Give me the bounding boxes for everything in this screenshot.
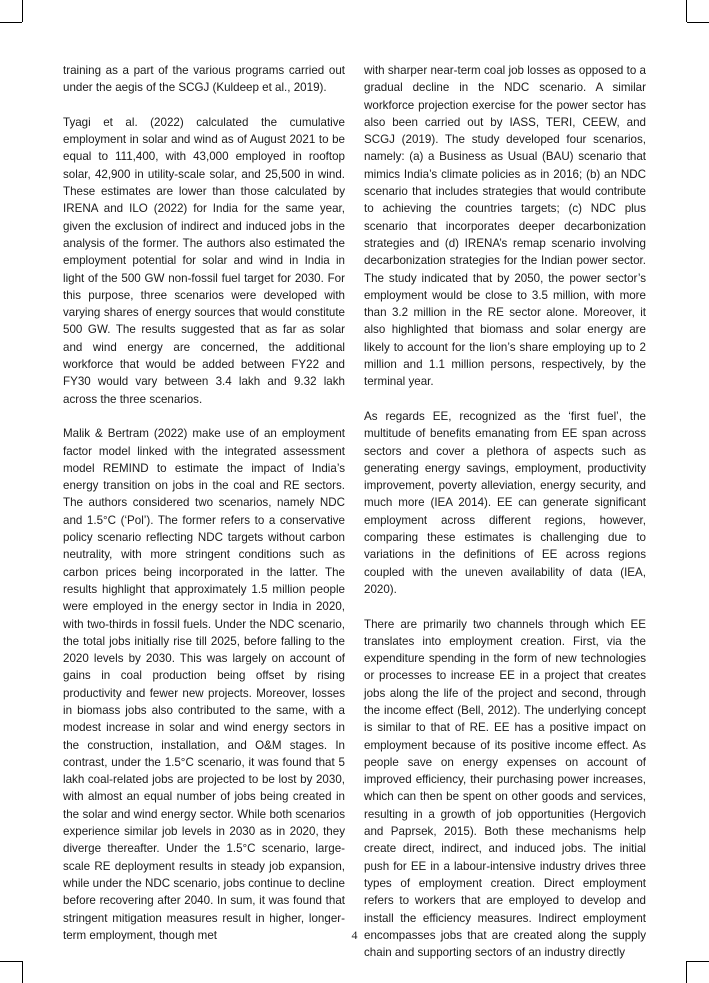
paragraph: Malik & Bertram (2022) make use of an employment factor model linked with the integrated assessment model REMIND to estimate the impact of India’s energy transition on jobs in the coal and RE sectors. The authors considered two scenarios, namely NDC and 1.5°C (‘Pol’). The former refers to a conservative policy scenario reflecting NDC targets without carbon neutrality, with more stringent conditions such as carbon prices being incorporated in the latter. The results highlight that approximately 1.5 million people were employed in the energy sector in India in 2020, with two-thirds in fossil fuels. Under the NDC scenario, the total jobs initially rise till 2025, before falling to the 2020 levels by 2030. This was largely on account of gains in coal production being offset by rising productivity and fewer new projects. Moreover, losses in biomass jobs also contributed to the same, with a modest increase in solar and wind energy sectors in the construction, installation, and O&M stages. In contrast, under the 1.5°C scenario, it was found that 5 lakh coal-related jobs are projected to be lost by 2030, with almost an equal number of jobs being created in the solar and wind energy sector. While both scenarios experience similar job levels in 2030 as in 2020, they diverge thereafter. Under the 1.5°C scenario, large-scale RE deployment results in steady job expansion, while under the NDC scenario, jobs continue to decline before recovering after 2040. In sum, it was found that stringent mitigation measures result in higher, longer-term employment, though met	[63, 427, 345, 942]
paragraph: Tyagi et al. (2022) calculated the cumulative employment in solar and wind as of August 2021 to be equal to 111,400, with 43,000 employed in rooftop solar, 42,900 in utility-scale solar, and 25,500 in wind. These estimates are lower than those calculated by IRENA and ILO (2022) for India for the same year, given the exclusion of indirect and induced jobs in the analysis of the former. The authors also estimated the employment potential for solar and wind in India in light of the 500 GW non-fossil fuel target for 2030. For this purpose, three scenarios were developed with varying shares of energy sources that would constitute 500 GW. The results suggested that as far as solar and wind energy are concerned, the additional workforce that would be added between FY22 and FY30 would vary between 3.4 lakh and 9.32 lakh across the three scenarios.	[63, 115, 345, 406]
right-text-column	[364, 62, 646, 961]
paragraph: training as a part of the various programs carried out under the aegis of the SCGJ (Kuldeep et al., 2019).	[63, 64, 345, 95]
crop-mark-top-left-horizontal	[0, 22, 22, 23]
crop-mark-bottom-left-vertical	[22, 961, 23, 983]
paragraph: As regards EE, recognized as the ‘first fuel’, the multitude of benefits emanating from EE span across sectors and cover a plethora of aspects such as generating energy savings, employment, productivity improvement, poverty alleviation, energy security, and much more (IEA 2014). EE can generate significant employment across different regions, however, comparing these estimates is challenging due to variations in the definitions of EE across regions coupled with the uneven availability of data (IEA, 2020).	[364, 409, 646, 596]
crop-mark-top-left-vertical	[22, 0, 23, 22]
crop-mark-top-right-vertical	[686, 0, 687, 22]
crop-mark-bottom-left-horizontal	[0, 961, 22, 962]
paragraph: with sharper near-term coal job losses as opposed to a gradual decline in the NDC scenario. A similar workforce projection exercise for the power sector has also been carried out by IASS, TERI, CEEW, and SCGJ (2019). The study developed four scenarios, namely: (a) a Business as Usual (BAU) scenario that mimics India’s climate policies as in 2016; (b) an NDC scenario that includes strategies that would contribute to achieving the countries targets; (c) NDC plus scenario that incorporates deeper decarbonization strategies and (d) IRENA’s remap scenario involving decarbonization strategies for the Indian power sector. The study indicated that by 2050, the power sector’s employment would be close to 3.5 million, with more than 3.2 million in the RE sector alone. Moreover, it also highlighted that biomass and solar energy are likely to account for the lion’s share employing up to 2 million and 1.1 million persons, respectively, by the terminal year.	[364, 64, 646, 389]
crop-mark-bottom-right-vertical	[686, 961, 687, 983]
paragraph: There are primarily two channels through which EE translates into employment creation. First, via the expenditure spending in the form of new technologies or processes to increase EE in a project that creates jobs along the life of the project and second, through the income effect (Bell, 2012). The underlying concept is similar to that of RE. EE has a positive impact on employment because of its positive income effect. As people save on energy expenses on account of improved efficiency, their purchasing power increases, which can then be spent on other goods and services, resulting in a growth of job opportunities (Hergovich and Paprsek, 2015). Both these mechanisms help create direct, indirect, and induced jobs. The initial push for EE in a labour-intensive industry drives three types of employment creation. Direct employment refers to workers that are employed to develop and install the efficiency measures. Indirect employment encompasses jobs that are created along the supply chain and supporting sectors of an industry directly	[364, 617, 646, 960]
crop-mark-top-right-horizontal	[687, 22, 709, 23]
left-text-column	[63, 62, 345, 944]
crop-mark-bottom-right-horizontal	[687, 961, 709, 962]
page-number: 4	[351, 928, 358, 942]
